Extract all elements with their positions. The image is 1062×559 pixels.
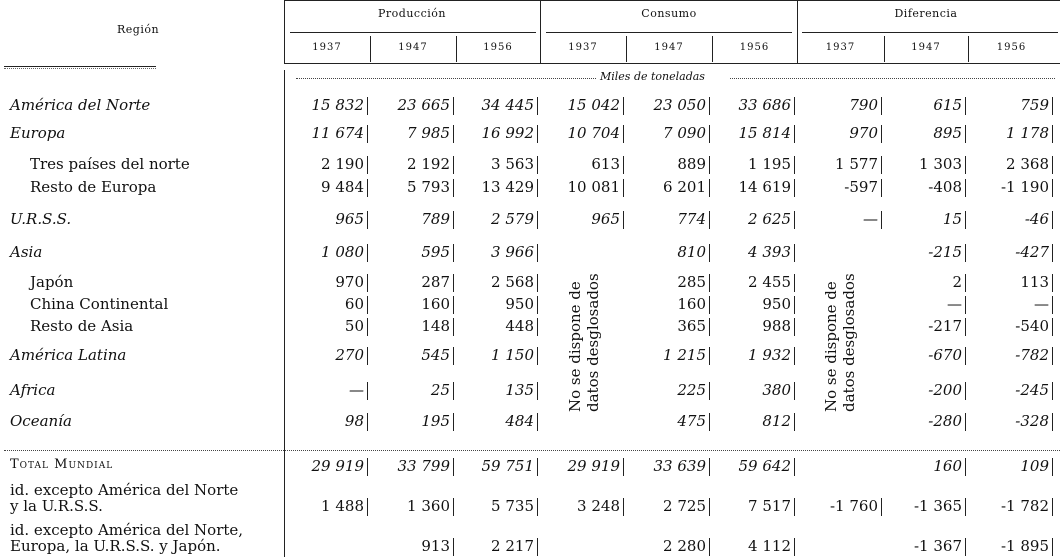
value-cell: 160 [421,295,450,313]
value-cell: 615 [933,96,962,114]
value-cell: 484 [505,412,534,430]
header-group-separator [540,0,541,64]
year-header: 1947 [398,42,428,53]
cell-right-rule [537,498,538,516]
value-cell: 759 [1020,96,1049,114]
value-cell: 3 248 [577,497,620,515]
cell-right-rule [881,97,882,115]
value-cell: -245 [1015,381,1049,399]
cell-right-rule [453,125,454,143]
cell-right-rule [367,244,368,262]
value-cell: — [863,210,878,228]
value-cell: -200 [928,381,962,399]
value-cell: 1 195 [748,155,791,173]
row-label: Oceanía [10,412,72,430]
value-cell: 613 [591,155,620,173]
cell-right-rule [453,296,454,314]
total-rule-left [4,450,1060,452]
cell-right-rule [537,318,538,336]
cell-right-rule [537,296,538,314]
cell-right-rule [794,318,795,336]
cell-right-rule [709,244,710,262]
value-cell: 810 [677,243,706,261]
cell-right-rule [965,413,966,431]
cell-right-rule [453,347,454,365]
value-cell: 285 [677,273,706,291]
cell-right-rule [709,211,710,229]
value-cell: 950 [762,295,791,313]
group-header: Diferencia [894,7,958,20]
value-cell: 60 [344,295,364,313]
cell-right-rule [453,274,454,292]
cell-right-rule [965,347,966,365]
value-cell: -1 367 [913,537,962,555]
value-cell: 889 [677,155,706,173]
cell-right-rule [367,296,368,314]
value-cell: 113 [1020,273,1049,291]
cell-right-rule [794,179,795,197]
cell-right-rule [537,458,538,476]
value-cell: 2 568 [491,273,534,291]
value-cell: 2 192 [407,155,450,173]
value-cell: — [947,295,962,313]
cell-right-rule [537,413,538,431]
cell-right-rule [965,97,966,115]
value-cell: 10 704 [567,124,620,142]
value-cell: 2 725 [663,497,706,515]
value-cell: 34 445 [481,96,534,114]
cell-right-rule [965,211,966,229]
year-header: 1937 [312,42,342,53]
row-label: Tres países del norte [30,155,190,173]
cell-right-rule [453,179,454,197]
value-cell: 9 484 [321,178,364,196]
cell-right-rule [453,156,454,174]
value-cell: 7 985 [407,124,450,142]
value-cell: 4 112 [748,537,791,555]
value-cell: 13 429 [481,178,534,196]
value-cell: 160 [677,295,706,313]
note-line: datos desglosados [840,273,858,412]
cell-right-rule [623,458,624,476]
region-header-rule [4,66,156,67]
value-cell: 380 [762,381,791,399]
value-cell: 11 674 [311,124,364,142]
cell-right-rule [709,125,710,143]
cell-right-rule [794,382,795,400]
cell-right-rule [794,296,795,314]
value-cell: 287 [421,273,450,291]
value-cell: -1 782 [1000,497,1049,515]
value-cell: -597 [844,178,878,196]
year-header: 1956 [996,42,1027,53]
value-cell: 2 217 [491,537,534,555]
value-cell: 2 [952,273,962,291]
cell-right-rule [709,347,710,365]
value-cell: -408 [928,178,962,196]
header-bottom-rule [284,63,1060,64]
cell-right-rule [1052,179,1053,197]
cell-right-rule [881,179,882,197]
cell-right-rule [709,274,710,292]
row-label: América del Norte [10,96,151,114]
region-header: Región [117,23,160,36]
cell-right-rule [367,125,368,143]
value-cell: 59 751 [481,457,534,475]
cell-right-rule [1052,296,1053,314]
value-cell: 135 [505,381,534,399]
value-cell: 109 [1020,457,1049,475]
value-cell: -427 [1015,243,1049,261]
value-cell: -670 [928,346,962,364]
cell-right-rule [1052,274,1053,292]
value-cell: 1 150 [491,346,534,364]
value-cell: — [349,381,364,399]
row-label: id. excepto América del Norte [10,481,239,499]
units-dots-left [296,68,596,79]
cell-right-rule [537,211,538,229]
group-header: Consumo [641,7,697,20]
value-cell: 3 563 [491,155,534,173]
cell-right-rule [537,179,538,197]
value-cell: 33 639 [653,457,706,475]
header-left-dotted [4,68,156,70]
cell-right-rule [537,347,538,365]
value-cell: 1 577 [835,155,878,173]
cell-right-rule [709,179,710,197]
value-cell: -280 [928,412,962,430]
row-label: Total Mundial [10,457,114,472]
cell-right-rule [794,347,795,365]
row-label: Resto de Asia [30,317,134,335]
value-cell: — [1034,295,1049,313]
value-cell: 98 [344,412,364,430]
value-cell: 1 360 [407,497,450,515]
cell-right-rule [881,125,882,143]
value-cell: -782 [1015,346,1049,364]
cell-right-rule [881,498,882,516]
value-cell: 545 [421,346,450,364]
cell-right-rule [794,274,795,292]
cell-right-rule [453,382,454,400]
cell-right-rule [537,538,538,556]
value-cell: -215 [928,243,962,261]
value-cell: -328 [1015,412,1049,430]
value-cell: 1 215 [663,346,706,364]
cell-right-rule [794,458,795,476]
cell-right-rule [794,211,795,229]
row-label: China Continental [30,295,169,313]
note-line: No se dispone de [566,281,584,412]
value-cell: 15 042 [567,96,620,114]
cell-right-rule [794,125,795,143]
cell-right-rule [623,211,624,229]
cell-right-rule [537,156,538,174]
value-cell: 1 488 [321,497,364,515]
cell-right-rule [709,296,710,314]
cell-right-rule [367,97,368,115]
cell-right-rule [1052,382,1053,400]
cell-right-rule [794,413,795,431]
value-cell: 913 [421,537,450,555]
value-cell: 1 178 [1006,124,1049,142]
cell-right-rule [537,97,538,115]
year-header: 1937 [568,42,598,53]
value-cell: 14 619 [738,178,791,196]
value-cell: -1 895 [1000,537,1049,555]
cell-right-rule [537,274,538,292]
value-cell: 7 517 [748,497,791,515]
value-cell: 7 090 [663,124,706,142]
year-header: 1937 [825,42,856,53]
cell-right-rule [794,156,795,174]
cell-right-rule [709,413,710,431]
value-cell: 225 [677,381,706,399]
group-rule-difference [802,32,1058,33]
header-group-separator [797,0,798,64]
cell-right-rule [709,97,710,115]
value-cell: 4 393 [748,243,791,261]
group-rule-consumption [546,32,792,33]
value-cell: 970 [335,273,364,291]
cell-right-rule [965,274,966,292]
value-cell: 2 579 [491,210,534,228]
cell-right-rule [1052,538,1053,556]
row-label: América Latina [10,346,127,364]
value-cell: 365 [677,317,706,335]
cell-right-rule [965,318,966,336]
value-cell: 195 [421,412,450,430]
row-label: Europa, la U.R.S.S. y Japón. [10,537,221,555]
cell-right-rule [1052,413,1053,431]
cell-right-rule [709,458,710,476]
year-header: 1947 [654,42,684,53]
cell-right-rule [965,498,966,516]
value-cell: -46 [1024,210,1049,228]
cell-right-rule [965,296,966,314]
cell-right-rule [709,318,710,336]
body-separator [284,70,285,557]
value-cell: 895 [933,124,962,142]
cell-right-rule [1052,244,1053,262]
cell-right-rule [367,211,368,229]
value-cell: 448 [505,317,534,335]
cell-right-rule [965,538,966,556]
cell-right-rule [367,498,368,516]
cell-right-rule [453,538,454,556]
value-cell: 2 280 [663,537,706,555]
cell-right-rule [794,97,795,115]
cell-right-rule [623,498,624,516]
value-cell: -1 365 [913,497,962,515]
value-cell: 59 642 [738,457,791,475]
cell-right-rule [537,244,538,262]
cell-right-rule [881,211,882,229]
cell-right-rule [367,274,368,292]
cell-right-rule [367,347,368,365]
value-cell: 6 201 [663,178,706,196]
cell-right-rule [453,413,454,431]
value-cell: 15 [942,210,962,228]
cell-right-rule [623,156,624,174]
value-cell: 1 080 [321,243,364,261]
cell-right-rule [709,382,710,400]
value-cell: 988 [762,317,791,335]
cell-right-rule [453,97,454,115]
value-cell: -217 [928,317,962,335]
units-label: Miles de toneladas [600,70,705,83]
value-cell: 774 [677,210,706,228]
year-header: 1956 [483,42,513,53]
value-cell: 33 799 [397,457,450,475]
group-header: Producción [378,7,446,20]
cell-right-rule [623,125,624,143]
value-cell: -1 760 [829,497,878,515]
value-cell: 970 [849,124,878,142]
cell-right-rule [1052,458,1053,476]
cell-right-rule [965,179,966,197]
cell-right-rule [453,458,454,476]
value-cell: 475 [677,412,706,430]
row-label: y la U.R.S.S. [10,497,103,515]
row-label: Africa [10,381,56,399]
group-rule-production [290,32,536,33]
cell-right-rule [453,211,454,229]
value-cell: 23 665 [397,96,450,114]
row-label: Japón [30,273,74,291]
value-cell: 2 190 [321,155,364,173]
cell-right-rule [709,538,710,556]
consumption-no-data-note [566,273,602,412]
cell-right-rule [709,498,710,516]
cell-right-rule [965,244,966,262]
cell-right-rule [1052,97,1053,115]
value-cell: 50 [344,317,364,335]
value-cell: 33 686 [738,96,791,114]
cell-right-rule [794,498,795,516]
cell-right-rule [453,498,454,516]
value-cell: 789 [421,210,450,228]
units-dots-right [730,68,1055,79]
value-cell: 2 368 [1006,155,1049,173]
row-label: Asia [10,243,43,261]
difference-no-data-note [822,273,858,412]
value-cell: 1 932 [748,346,791,364]
cell-right-rule [1052,125,1053,143]
row-label: U.R.S.S. [10,210,72,228]
value-cell: 270 [335,346,364,364]
cell-right-rule [965,125,966,143]
value-cell: 5 735 [491,497,534,515]
cell-right-rule [794,244,795,262]
cell-right-rule [709,156,710,174]
value-cell: 790 [849,96,878,114]
cell-right-rule [367,382,368,400]
note-line: datos desglosados [584,273,602,412]
cell-right-rule [881,156,882,174]
cell-right-rule [367,458,368,476]
value-cell: 1 303 [919,155,962,173]
note-line: No se dispone de [822,281,840,412]
value-cell: 23 050 [653,96,706,114]
cell-right-rule [537,125,538,143]
cell-right-rule [1052,498,1053,516]
value-cell: 10 081 [567,178,620,196]
cell-right-rule [1052,347,1053,365]
value-cell: 29 919 [567,457,620,475]
value-cell: 160 [933,457,962,475]
cell-right-rule [794,538,795,556]
cell-right-rule [367,179,368,197]
header-top-rule [284,0,1060,1]
year-header: 1947 [911,42,941,53]
value-cell: 3 966 [491,243,534,261]
cell-right-rule [453,318,454,336]
value-cell: 15 814 [738,124,791,142]
cell-right-rule [1052,211,1053,229]
value-cell: 15 832 [311,96,364,114]
value-cell: 965 [335,210,364,228]
cell-right-rule [367,318,368,336]
value-cell: 16 992 [481,124,534,142]
row-label: id. excepto América del Norte, [10,521,244,539]
value-cell: 595 [421,243,450,261]
cell-right-rule [965,382,966,400]
value-cell: 29 919 [311,457,364,475]
value-cell: 2 625 [748,210,791,228]
header-group-separator [284,0,285,64]
cell-right-rule [367,156,368,174]
cell-right-rule [1052,156,1053,174]
row-label: Europa [10,124,66,142]
cell-right-rule [623,179,624,197]
year-header: 1956 [739,42,770,53]
cell-right-rule [623,97,624,115]
value-cell: 812 [762,412,791,430]
value-cell: 950 [505,295,534,313]
value-cell: 5 793 [407,178,450,196]
cell-right-rule [965,156,966,174]
value-cell: 965 [591,210,620,228]
value-cell: 148 [421,317,450,335]
cell-right-rule [453,244,454,262]
cell-right-rule [965,458,966,476]
value-cell: -540 [1015,317,1049,335]
row-label: Resto de Europa [30,178,157,196]
cell-right-rule [367,413,368,431]
value-cell: 25 [430,381,450,399]
value-cell: 2 455 [748,273,791,291]
cell-right-rule [537,382,538,400]
cell-right-rule [1052,318,1053,336]
value-cell: -1 190 [1000,178,1049,196]
